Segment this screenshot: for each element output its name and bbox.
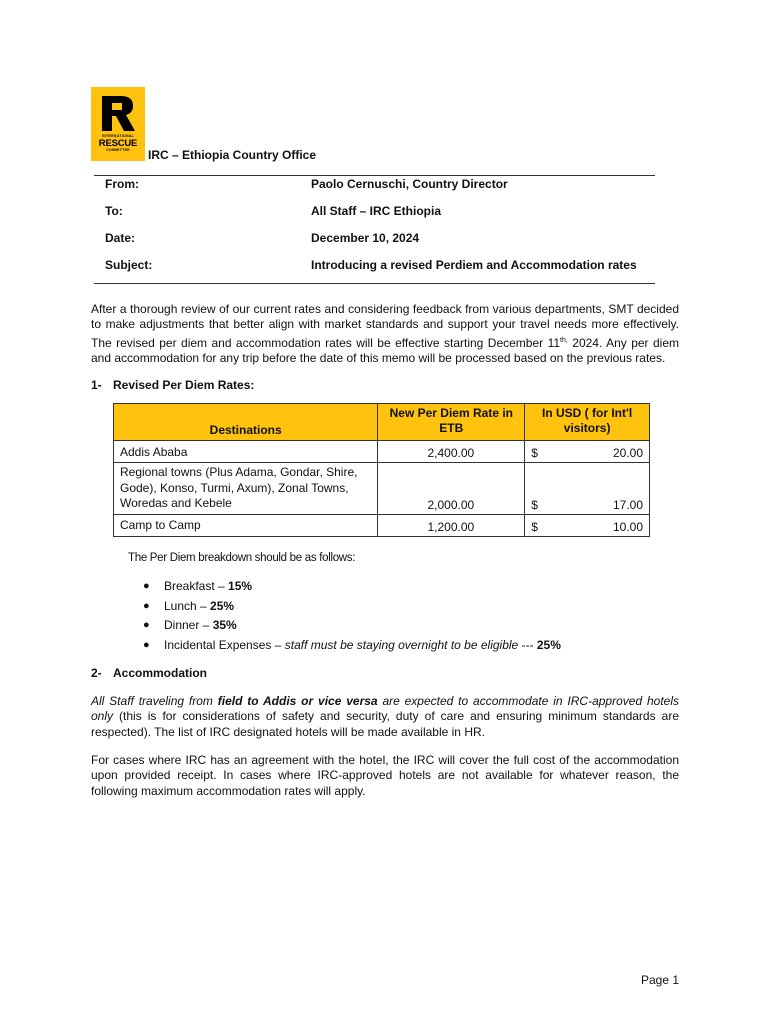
table-row [114,441,650,463]
section-2-title: Accommodation [113,666,208,680]
breakdown-list [143,578,561,657]
memo-from-value: Paolo Cernuschi, Country Director [311,177,508,191]
logo-line-rescue: RESCUE [98,138,138,149]
acc-italic-b: are expected to accommodate in IRC-approved hotels only [91,694,679,724]
memo-date-label: Date: [105,231,136,245]
intro-text-1: After a thorough review of our current rates and considering feedback from various departments, SMT decided to make adjustments that better align with market standards and support your travel needs more effectively. The revised per diem and accommodation rates will be effective starting December 11 [91,302,679,350]
bullet-icon: ● [143,599,150,612]
irc-logo-mark-icon [91,87,145,135]
bullet-icon: ● [143,639,150,652]
row-usd-cell [525,441,650,463]
header-usd-rate: In USD ( for Int'l visitors) [525,404,650,441]
memo-from-label: From: [105,177,139,191]
section-1-heading [91,378,254,392]
bullet-icon: ● [143,619,150,632]
intro-paragraph [91,302,679,366]
accommodation-paragraph-2: For cases where IRC has an agreement with the hotel, the IRC will cover the full cost of the accommodation upon provided receipt. In cases where IRC-approved hotels are not available for whatever reason, the following maximum accommodation rates will apply. [91,753,679,798]
memo-to-value: All Staff – IRC Ethiopia [311,204,442,218]
row-usd: 17.00 [612,497,643,512]
row-usd: 10.00 [612,519,643,534]
row-usd-symbol: $ [531,446,538,460]
section-1-number: 1- [91,378,102,392]
section-2-number: 2- [91,666,102,680]
row-destination: Regional towns (Plus Adama, Gondar, Shire, Gode), Konso, Turmi, Axum), Zonal Towns, Woredas and Kebele [114,463,378,515]
memo-bottom-rule [94,283,655,284]
table-row [114,514,650,536]
acc-bold: field to Addis or vice versa [217,694,378,708]
irc-logo [91,87,145,161]
logo-text [93,134,143,153]
breakdown-label: Dinner – [164,618,213,633]
header-etb-rate: New Per Diem Rate in ETB [378,404,525,441]
intro-superscript: th, [560,336,568,344]
memo-subject-value: Introducing a revised Perdiem and Accommodation rates [311,258,637,272]
table-row [114,463,650,515]
row-usd-symbol: $ [531,497,538,512]
breakdown-value: 25% [210,598,235,613]
logo-line-international: INTERNATIONAL [101,134,135,138]
page-number: Page 1 [641,973,680,987]
breakdown-value: 35% [212,618,237,633]
header-destinations: Destinations [114,404,378,441]
list-item [143,617,561,637]
row-usd: 20.00 [612,446,643,460]
breakdown-label: Breakfast – [164,579,229,593]
breakdown-value: 15% [228,579,253,593]
row-destination: Camp to Camp [114,514,378,536]
office-title: IRC – Ethiopia Country Office [148,148,317,162]
memo-top-rule [94,175,655,176]
row-etb: 1,200.00 [378,514,525,536]
row-etb: 2,000.00 [378,463,525,515]
breakdown-intro: The Per Diem breakdown should be as follows: [128,552,356,564]
logo-line-committee: COMMITTEE [106,148,130,152]
breakdown-note: staff must be staying overnight to be eligible [284,638,519,653]
breakdown-value: 25% [536,638,561,653]
section-2-heading [91,666,207,680]
memo-date-value: December 10, 2024 [311,231,420,245]
row-usd-cell [525,514,650,536]
row-destination: Addis Ababa [114,441,378,463]
intro-text-2: 2024. Any per diem and accommodation for any trip before the date of this memo will be processed based on the previous rates. [91,335,679,365]
table-header-row [114,404,650,441]
per-diem-table [113,403,650,537]
breakdown-label: Lunch – [164,598,211,613]
section-1-title: Revised Per Diem Rates: [113,378,255,392]
breakdown-label: Incidental Expenses – [164,638,285,653]
acc-rest: (this is for considerations of safety and security, duty of care and ensuring minimum standards are respected). The list of IRC designated hotels will be made available in HR. [91,709,679,739]
bullet-icon: ● [143,580,150,592]
breakdown-separator: --- [518,638,537,653]
memo-subject-label: Subject: [105,258,153,272]
list-item [143,598,561,618]
list-item [143,637,561,657]
row-etb: 2,400.00 [378,441,525,463]
acc-italic-a: All Staff traveling from [91,694,218,708]
row-usd-symbol: $ [531,519,538,534]
row-usd-cell [525,463,650,515]
accommodation-paragraph-1 [91,694,679,740]
list-item [143,578,561,598]
memo-to-label: To: [105,204,123,218]
